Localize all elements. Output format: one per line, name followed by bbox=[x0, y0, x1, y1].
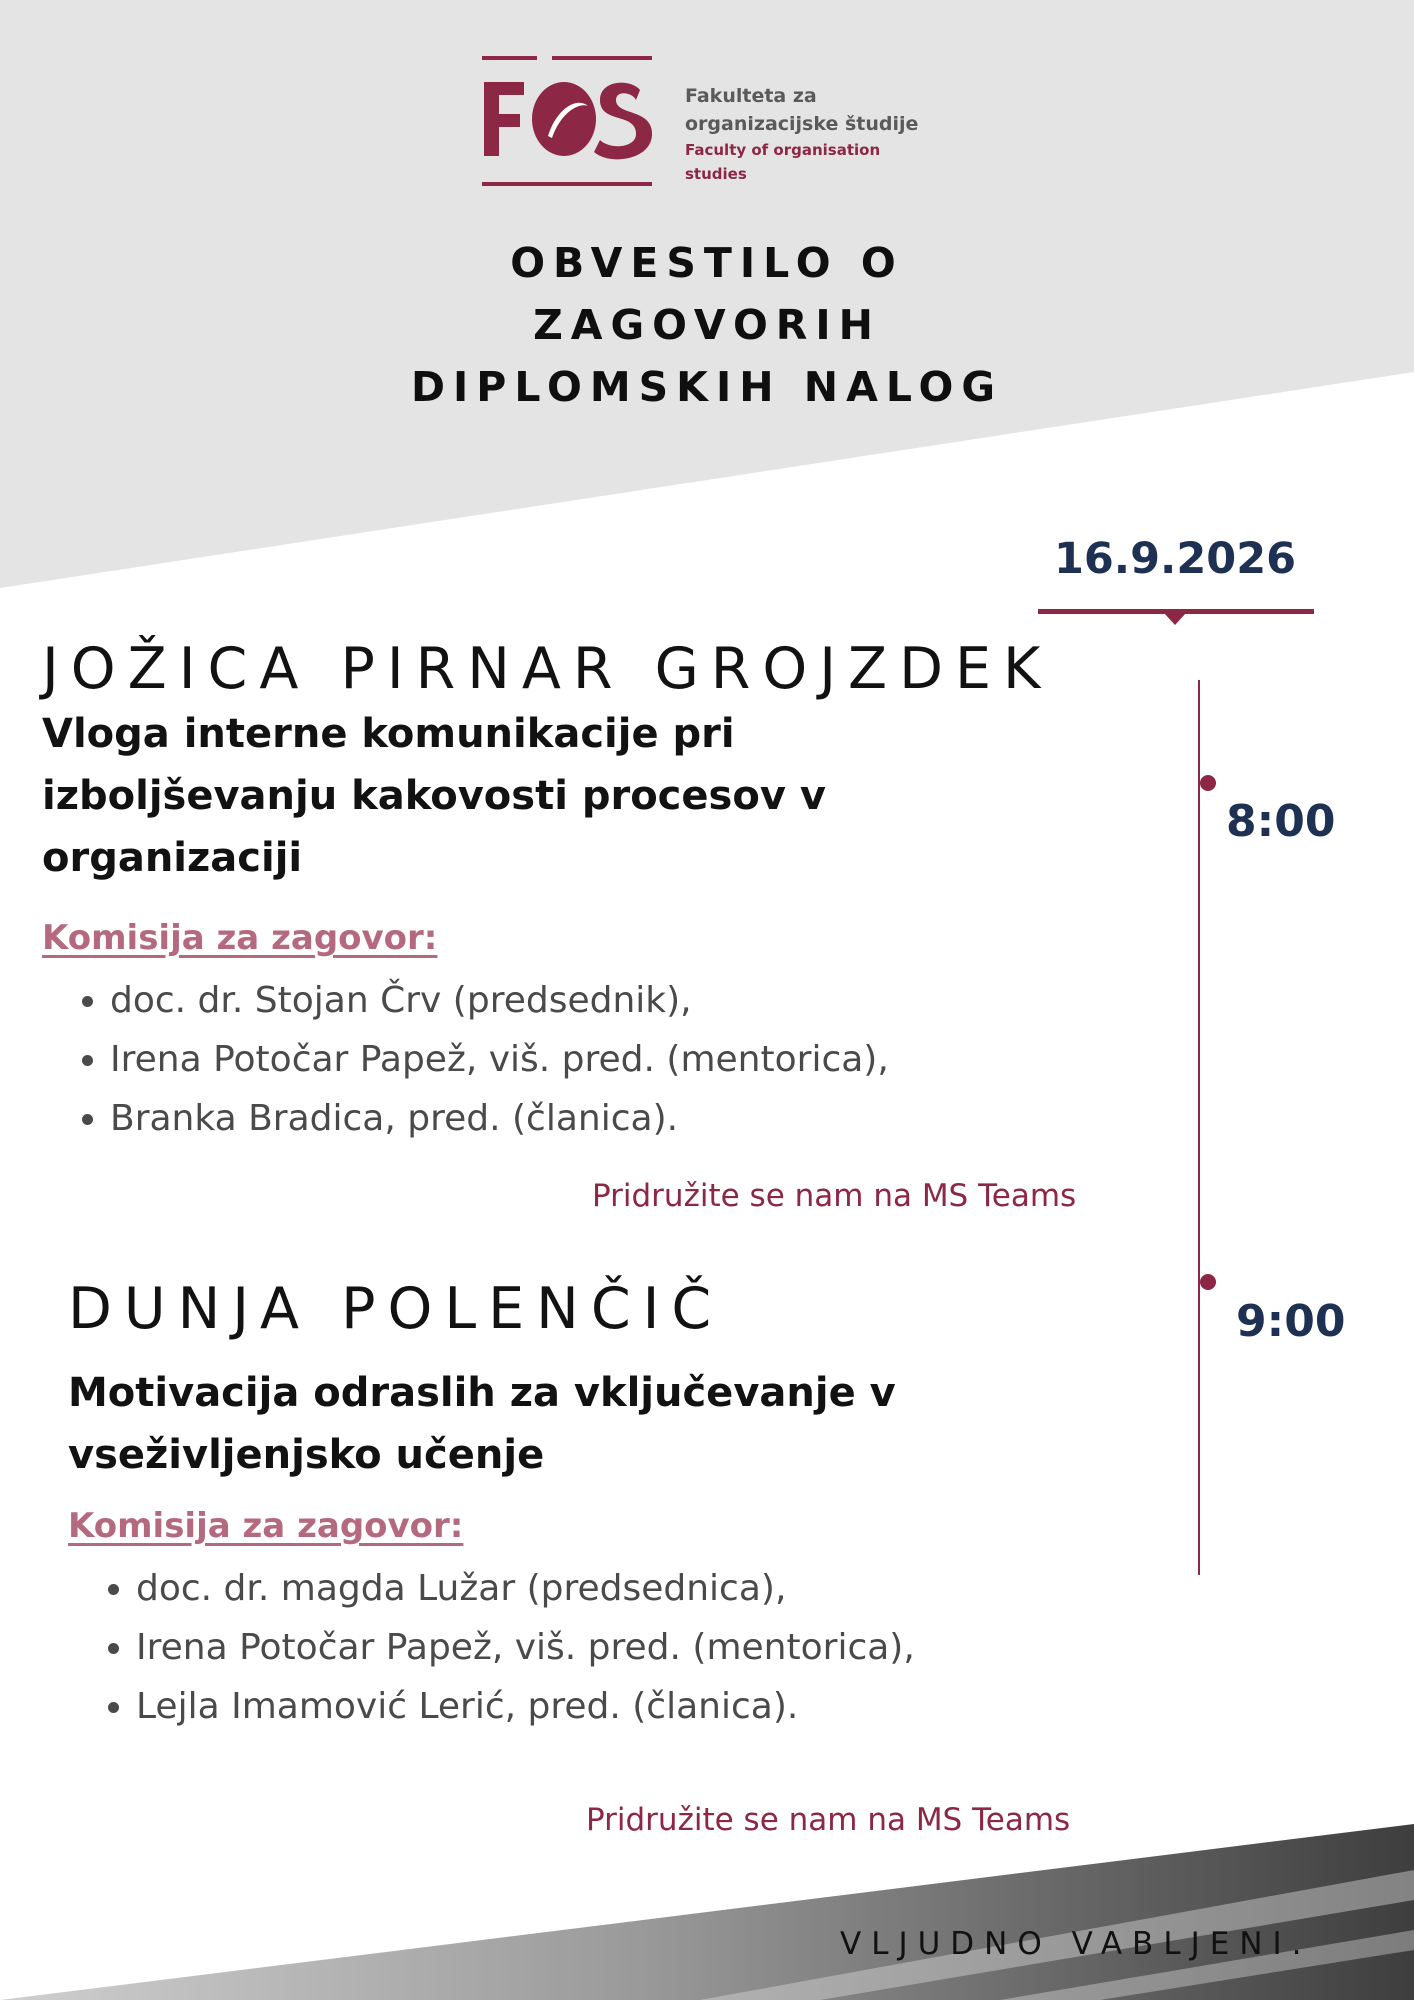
committee-label-1: Komisija za zagovor: bbox=[42, 918, 438, 958]
committee-label-2: Komisija za zagovor: bbox=[68, 1506, 464, 1546]
title-line1: OBVESTILO O bbox=[510, 239, 904, 287]
ms-teams-link-2[interactable]: Pridružite se nam na MS Teams bbox=[586, 1802, 1071, 1838]
logo-text-line1: Fakulteta za bbox=[685, 85, 817, 107]
student-name-2: DUNJA POLENČIČ bbox=[68, 1276, 724, 1342]
page-title bbox=[0, 232, 1414, 418]
date-caret-icon bbox=[1164, 613, 1186, 625]
title-line2: ZAGOVORIH bbox=[533, 301, 881, 349]
committee-member: • Lejla Imamović Lerić, pred. (članica). bbox=[136, 1677, 915, 1736]
logo-text-line2: organizacijske študije bbox=[685, 113, 919, 135]
committee-member: • Irena Potočar Papež, viš. pred. (mentorica), bbox=[136, 1618, 915, 1677]
committee-list-2 bbox=[68, 1559, 915, 1736]
event-date: 16.9.2026 bbox=[1053, 534, 1297, 584]
defense-time-2: 9:00 bbox=[1236, 1296, 1346, 1347]
fos-logo-mark bbox=[480, 54, 660, 190]
timeline-line bbox=[1198, 680, 1200, 1575]
logo-text-line3: Faculty of organisation studies bbox=[685, 141, 881, 183]
committee-member: • Irena Potočar Papež, viš. pred. (mentorica), bbox=[110, 1030, 889, 1089]
thesis-topic-line: Vloga interne komunikacije pri bbox=[42, 711, 735, 757]
thesis-topic-1 bbox=[42, 703, 1142, 889]
timeline-dot-icon bbox=[1200, 775, 1216, 791]
timeline-dot-icon bbox=[1200, 1274, 1216, 1290]
fos-logo bbox=[480, 54, 940, 190]
thesis-topic-line: izboljševanju kakovosti procesov v bbox=[42, 773, 826, 819]
student-name-1: JOŽICA PIRNAR GROJZDEK bbox=[42, 636, 1053, 702]
closing-invitation: VLJUDNO VABLJENI. bbox=[840, 1926, 1312, 1962]
committee-member: • doc. dr. magda Lužar (predsednica), bbox=[136, 1559, 915, 1618]
ms-teams-link-1[interactable]: Pridružite se nam na MS Teams bbox=[592, 1178, 1077, 1214]
defense-time-1: 8:00 bbox=[1226, 796, 1336, 847]
committee-list-1 bbox=[42, 971, 889, 1148]
committee-member: • Branka Bradica, pred. (članica). bbox=[110, 1089, 889, 1148]
thesis-topic-line: organizaciji bbox=[42, 835, 303, 881]
thesis-topic-2 bbox=[68, 1362, 1168, 1486]
thesis-topic-line: vseživljenjsko učenje bbox=[68, 1432, 545, 1478]
title-line3: DIPLOMSKIH NALOG bbox=[410, 363, 1003, 411]
committee-member: • doc. dr. Stojan Črv (predsednik), bbox=[110, 971, 889, 1030]
logo-wordmark bbox=[685, 82, 940, 186]
thesis-topic-line: Motivacija odraslih za vključevanje v bbox=[68, 1370, 896, 1416]
